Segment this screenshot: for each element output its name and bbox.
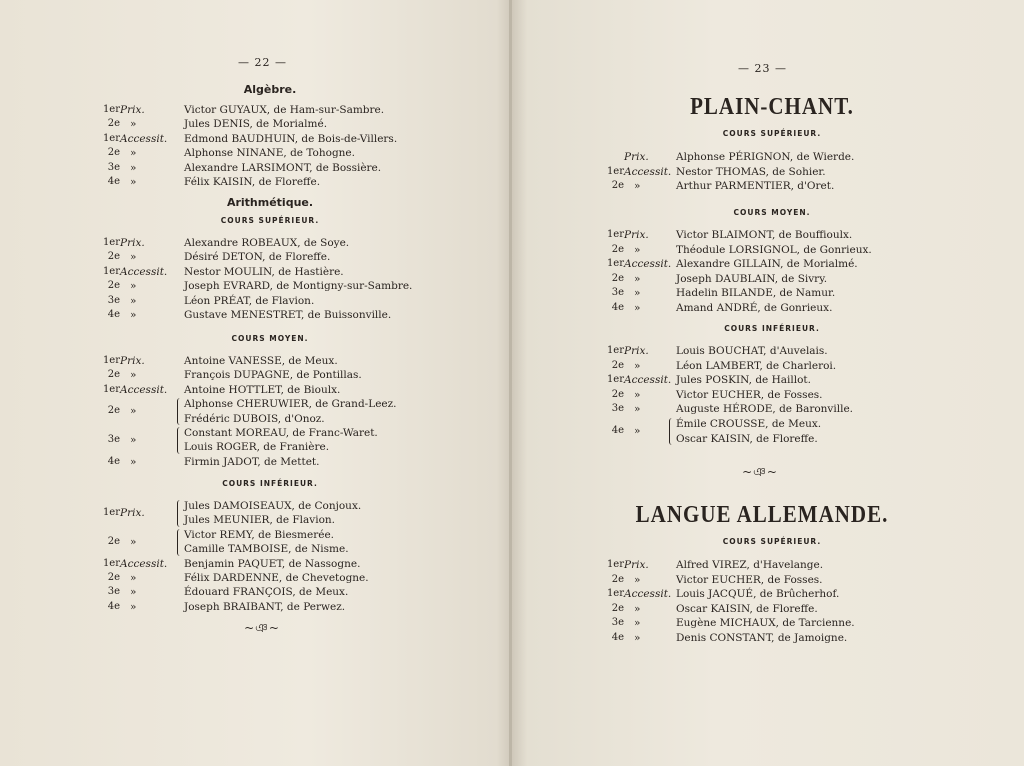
- rank-label: 3e: [107, 294, 120, 306]
- rank-label: 2e: [107, 118, 120, 130]
- list-item: [86, 251, 426, 265]
- laureate-name: Alphonse NINANE, de Tohogne.: [184, 147, 355, 160]
- rank-label: 4e: [611, 632, 624, 643]
- rank-label: 1er: [606, 588, 624, 600]
- rank-label: 1er: [102, 132, 120, 144]
- laureate-name: Alphonse CHERUWIER, de Grand-Leez.: [184, 398, 397, 411]
- prize-label: Accessit.: [624, 588, 672, 601]
- section-title-langue-allemande: LANGUE ALLEMANDE.: [635, 500, 889, 528]
- rank-label: 1er: [606, 374, 624, 386]
- prize-label: »: [634, 302, 641, 314]
- rank-label: 4e: [107, 176, 120, 187]
- prize-label: Prix.: [120, 507, 145, 520]
- laureate-name: Théodule LORSIGNOL, de Gonrieux.: [676, 243, 872, 256]
- prize-label: »: [634, 632, 641, 644]
- list-item: [86, 147, 426, 161]
- rank-label: 3e: [107, 586, 120, 598]
- laureate-name: Félix KAISIN, de Floreffe.: [184, 176, 321, 188]
- laureate-name: Antoine VANESSE, de Meux.: [184, 355, 338, 367]
- prize-label: »: [130, 572, 137, 584]
- rank-label: 3e: [107, 434, 120, 446]
- rank-label: 2e: [107, 251, 120, 263]
- rank-label: 2e: [107, 280, 120, 292]
- section-title-algebre: Algèbre.: [243, 83, 297, 96]
- rank-label: 1er: [606, 345, 624, 356]
- laureate-name: Édouard FRANÇOIS, de Meux.: [184, 586, 349, 599]
- cours-heading: COURS INFÉRIEUR.: [222, 479, 318, 488]
- list-item: [86, 384, 426, 398]
- laureate-name: Jules MEUNIER, de Flavion.: [184, 514, 336, 527]
- laureate-name: Eugène MICHAUX, de Tarcienne.: [676, 617, 855, 630]
- page-number: — 22 —: [238, 56, 287, 69]
- rank-label: 2e: [107, 147, 120, 159]
- laureate-name: Louis JACQUÉ, de Brûcherhof.: [676, 588, 840, 601]
- prize-label: »: [130, 280, 137, 293]
- laureate-name: Oscar KAISIN, de Floreffe.: [676, 432, 818, 445]
- list-item: [590, 302, 930, 317]
- right-page: [512, 0, 1024, 766]
- cours-heading: COURS SUPÉRIEUR.: [722, 129, 822, 138]
- laureate-name: Joseph BRAIBANT, de Perwez.: [184, 600, 346, 613]
- rank-label: 1er: [102, 383, 120, 395]
- list-item: [590, 389, 930, 404]
- cours-heading: COURS MOYEN.: [231, 334, 309, 343]
- list-item: [86, 601, 426, 615]
- laureate-name: François DUPAGNE, de Pontillas.: [184, 369, 362, 382]
- cours-heading: COURS SUPÉRIEUR.: [722, 537, 822, 546]
- laureate-name: Louis BOUCHAT, d'Auvelais.: [676, 345, 828, 357]
- laureate-name: Gustave MENESTRET, de Buissonville.: [184, 309, 392, 321]
- list-item: [590, 360, 930, 375]
- prize-label: »: [130, 118, 137, 131]
- prize-label: Prix.: [624, 151, 649, 163]
- page-number: — 23 —: [738, 62, 787, 75]
- rank-label: 2e: [611, 272, 624, 284]
- rank-label: 2e: [611, 243, 624, 255]
- laureate-name: Victor GUYAUX, de Ham-sur-Sambre.: [184, 104, 385, 116]
- list-item: [86, 237, 426, 251]
- laureate-name: Amand ANDRÉ, de Gonrieux.: [676, 302, 833, 314]
- list-item: [86, 529, 426, 558]
- prize-label: »: [634, 425, 641, 438]
- list-item: [590, 559, 930, 574]
- list-item: [590, 374, 930, 389]
- rank-label: 3e: [611, 403, 624, 415]
- prize-label: Prix.: [120, 355, 145, 367]
- rank-label: 2e: [611, 388, 624, 400]
- laureate-name: Léon PRÉAT, de Flavion.: [184, 294, 315, 307]
- list-item: [590, 229, 930, 244]
- prize-label: Accessit.: [120, 557, 168, 570]
- list-item: [86, 133, 426, 147]
- laureate-name: Edmond BAUDHUIN, de Bois-de-Villers.: [184, 132, 398, 145]
- laureate-name: Arthur PARMENTIER, d'Oret.: [676, 180, 835, 193]
- list-item: [86, 355, 426, 369]
- list-item: [86, 162, 426, 176]
- list-item: [590, 287, 930, 302]
- laureate-name: Alphonse PÉRIGNON, de Wierde.: [676, 151, 855, 163]
- prize-label: »: [634, 573, 641, 586]
- list-item: [590, 617, 930, 632]
- list-item: [590, 166, 930, 181]
- list-item: [590, 574, 930, 589]
- list-item: [590, 180, 930, 195]
- rank-label: 4e: [107, 455, 120, 467]
- rank-label: 4e: [107, 309, 120, 320]
- list-item: [86, 295, 426, 309]
- prize-label: »: [634, 243, 641, 256]
- prize-label: »: [634, 617, 641, 630]
- prize-label: »: [130, 434, 137, 447]
- laureate-name: Joseph DAUBLAIN, de Sivry.: [676, 272, 828, 285]
- prize-label: »: [634, 287, 641, 300]
- rank-label: 1er: [606, 559, 624, 570]
- laureate-name: Benjamin PAQUET, de Nassogne.: [184, 557, 361, 570]
- list-item: [86, 500, 426, 529]
- cours-heading: COURS INFÉRIEUR.: [724, 324, 820, 333]
- laureate-name: Auguste HÉRODE, de Baronville.: [676, 403, 853, 416]
- prize-label: Prix.: [624, 345, 649, 357]
- brace: [669, 418, 674, 445]
- laureate-name: Désiré DETON, de Floreffe.: [184, 251, 331, 264]
- list-item: [86, 586, 426, 600]
- prize-label: »: [130, 455, 137, 468]
- rank-label: 4e: [611, 302, 624, 313]
- prize-label: »: [634, 272, 641, 285]
- laureate-name: Victor EUCHER, de Fosses.: [676, 388, 823, 401]
- rank-label: 3e: [611, 287, 624, 299]
- prize-label: »: [130, 309, 137, 321]
- rank-label: 2e: [107, 369, 120, 381]
- rank-label: 3e: [611, 617, 624, 629]
- list-item: [590, 244, 930, 259]
- rank-label: 2e: [611, 359, 624, 371]
- list-item: [590, 418, 930, 447]
- prize-label: »: [130, 586, 137, 599]
- prize-label: Accessit.: [624, 165, 672, 178]
- prize-label: »: [130, 535, 137, 548]
- laureate-name: Alexandre GILLAIN, de Morialmé.: [676, 258, 858, 271]
- laureate-name: Alfred VIREZ, d'Havelange.: [676, 559, 824, 571]
- list-item: [590, 603, 930, 618]
- laureate-name: Constant MOREAU, de Franc-Waret.: [184, 427, 378, 439]
- prize-label: Accessit.: [624, 258, 672, 271]
- brace: [177, 500, 182, 527]
- prize-label: Prix.: [120, 237, 145, 249]
- prize-label: »: [130, 294, 137, 307]
- rank-label: 1er: [102, 355, 120, 366]
- laureate-name: Denis CONSTANT, de Jamoigne.: [676, 632, 848, 644]
- prize-label: »: [634, 403, 641, 416]
- list-item: [86, 427, 426, 456]
- prize-label: »: [634, 359, 641, 372]
- list-item: [86, 309, 426, 323]
- list-item: [590, 151, 930, 166]
- prize-label: »: [130, 405, 137, 418]
- list-item: [590, 403, 930, 418]
- cours-heading: COURS SUPÉRIEUR.: [220, 216, 320, 225]
- rank-label: 1er: [102, 557, 120, 569]
- list-item: [86, 104, 426, 118]
- prize-label: »: [130, 176, 137, 188]
- rank-label: 2e: [107, 572, 120, 583]
- list-item: [86, 558, 426, 572]
- rank-label: 1er: [102, 265, 120, 277]
- rank-label: 2e: [107, 405, 120, 417]
- laureate-name: Émile CROUSSE, de Meux.: [676, 418, 822, 430]
- rank-label: 2e: [611, 573, 624, 585]
- rank-label: 4e: [611, 425, 624, 437]
- laureate-name: Firmin JADOT, de Mettet.: [184, 455, 320, 468]
- rank-label: 4e: [107, 600, 120, 612]
- ornament: ~ঞ~: [742, 465, 778, 479]
- laureate-name: Nestor MOULIN, de Hastière.: [184, 265, 344, 278]
- section-title-arithmetique: Arithmétique.: [226, 196, 314, 209]
- laureate-name: Hadelin BILANDE, de Namur.: [676, 287, 836, 300]
- laureate-name: Léon LAMBERT, de Charleroi.: [676, 359, 837, 372]
- laureate-name: Victor REMY, de Biesmerée.: [184, 528, 335, 541]
- rank-label: 2e: [107, 535, 120, 547]
- rank-label: 2e: [611, 602, 624, 614]
- list-item: [86, 456, 426, 470]
- list-item: [590, 258, 930, 273]
- prize-label: Prix.: [624, 559, 649, 571]
- laureate-name: Jules DENIS, de Morialmé.: [184, 118, 328, 131]
- rank-label: 1er: [606, 258, 624, 270]
- laureate-name: Alexandre LARSIMONT, de Bossière.: [184, 161, 382, 174]
- list-item: [86, 572, 426, 586]
- list-item: [86, 266, 426, 280]
- rank-label: 1er: [102, 507, 120, 519]
- rank-label: 1er: [606, 229, 624, 240]
- laureate-name: Frédéric DUBOIS, d'Onoz.: [184, 412, 325, 425]
- laureate-name: Joseph EVRARD, de Montigny-sur-Sambre.: [184, 280, 413, 293]
- prize-label: Accessit.: [624, 374, 672, 387]
- prize-label: »: [634, 180, 641, 193]
- list-item: [590, 632, 930, 647]
- prize-label: »: [634, 602, 641, 615]
- ornament: ~ঞ~: [244, 621, 280, 635]
- prize-label: Prix.: [624, 229, 649, 241]
- rank-label: 3e: [107, 161, 120, 173]
- rank-label: 2e: [611, 180, 624, 192]
- prize-label: »: [130, 600, 137, 613]
- list-item: [86, 369, 426, 383]
- rank-label: 1er: [102, 237, 120, 248]
- list-item: [86, 398, 426, 427]
- laureate-name: Jules DAMOISEAUX, de Conjoux.: [184, 500, 362, 512]
- rank-label: 1er: [606, 165, 624, 177]
- list-item: [86, 118, 426, 132]
- brace: [177, 529, 182, 556]
- prize-label: »: [130, 147, 137, 160]
- laureate-name: Oscar KAISIN, de Floreffe.: [676, 602, 818, 615]
- laureate-name: Victor BLAIMONT, de Bouffioulx.: [676, 229, 853, 241]
- laureate-name: Louis ROGER, de Franière.: [184, 441, 330, 454]
- list-item: [590, 588, 930, 603]
- laureate-name: Jules POSKIN, de Haillot.: [676, 374, 811, 387]
- list-item: [86, 280, 426, 294]
- section-title-plain-chant: PLAIN-CHANT.: [690, 92, 854, 120]
- laureate-name: Alexandre ROBEAUX, de Soye.: [184, 237, 350, 249]
- list-item: [86, 176, 426, 190]
- prize-label: Accessit.: [120, 132, 168, 145]
- brace: [177, 427, 182, 454]
- prize-label: Accessit.: [120, 383, 168, 396]
- list-item: [590, 273, 930, 288]
- laureate-name: Antoine HOTTLET, de Bioulx.: [184, 383, 341, 396]
- prize-label: »: [634, 388, 641, 401]
- prize-label: »: [130, 161, 137, 174]
- laureate-name: Nestor THOMAS, de Sohier.: [676, 165, 826, 178]
- prize-label: »: [130, 251, 137, 264]
- prize-label: Accessit.: [120, 265, 168, 278]
- list-item: [590, 345, 930, 360]
- cours-heading: COURS MOYEN.: [733, 208, 811, 217]
- brace: [177, 398, 182, 425]
- laureate-name: Camille TAMBOISE, de Nisme.: [184, 543, 349, 556]
- laureate-name: Victor EUCHER, de Fosses.: [676, 573, 823, 586]
- rank-label: 1er: [102, 104, 120, 115]
- laureate-name: Félix DARDENNE, de Chevetogne.: [184, 572, 369, 584]
- prize-label: »: [130, 369, 137, 382]
- prize-label: Prix.: [120, 104, 145, 116]
